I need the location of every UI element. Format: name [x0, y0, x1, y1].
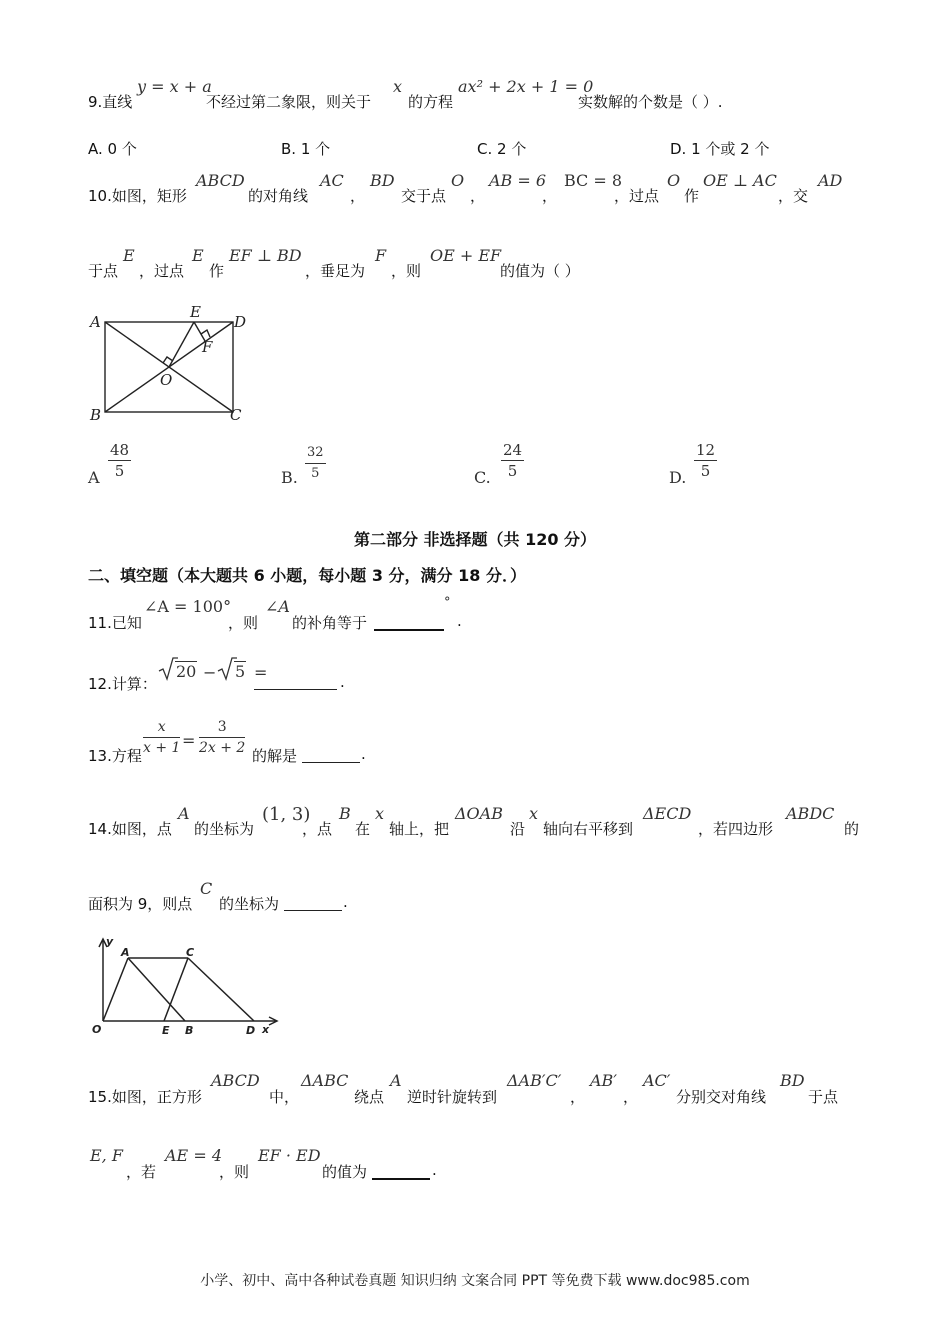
- q10-option-d-numerator: 12: [696, 441, 716, 459]
- q10-bc-value: BC = 8: [564, 171, 623, 190]
- q11-angle-equation: ∠A = 100°: [144, 597, 232, 616]
- q9-text-1: 不经过第二象限，则关于: [206, 93, 372, 111]
- q10-rectangle-figure: [88, 302, 258, 427]
- q14-answer-blank: [284, 896, 342, 911]
- q14-end: .: [343, 893, 348, 911]
- q14-text-1: 的坐标为: [194, 820, 255, 838]
- q10-line2-text-3: 作: [209, 262, 225, 280]
- q10-rect-name: ABCD: [196, 171, 245, 190]
- q10-comma-2: ，: [470, 187, 486, 205]
- q14-text-8: 的: [844, 820, 860, 838]
- q10-option-b-numerator: 32: [305, 443, 326, 464]
- q11-answer-blank: [374, 615, 444, 631]
- label-x: x: [262, 1023, 270, 1036]
- q15-number: 15.如图，正方形: [88, 1088, 202, 1106]
- q10-option-b-denominator: 5: [311, 466, 320, 481]
- q14-point-c: C: [200, 879, 213, 898]
- q13-end: .: [361, 745, 366, 763]
- q13-number: 13.方程: [88, 747, 142, 765]
- q10-option-c-denominator: 5: [507, 462, 518, 480]
- q15-ae-value: AE = 4: [165, 1146, 222, 1165]
- q9-number: 9.直线: [88, 93, 133, 111]
- q10-ab-value: AB = 6: [489, 171, 547, 190]
- q10-ac: AC: [320, 171, 344, 190]
- q13-left-fraction: [143, 717, 180, 758]
- q14-x-axis-var: x: [375, 804, 385, 823]
- q14-text-6: 轴向右平移到: [543, 820, 634, 838]
- q14-text-5: 沿: [510, 820, 526, 838]
- q9-line-equation: y = x + a: [137, 77, 212, 96]
- q11-angle-a: ∠A: [265, 597, 290, 616]
- q10-option-d-letter: D.: [669, 468, 687, 487]
- q9-variable: x: [393, 77, 403, 96]
- q11-text-1: ，则: [228, 614, 259, 632]
- q15-rotated-triangle: ΔAB′C′: [507, 1071, 562, 1090]
- q15-text-1: 中，: [269, 1088, 300, 1106]
- label-c: C: [230, 406, 242, 424]
- q10-text-4: 作: [684, 187, 700, 205]
- q14-x-axis-var-2: x: [529, 804, 539, 823]
- q15-comma-1: ，: [570, 1088, 586, 1106]
- q10-text-2: 交于点: [401, 187, 447, 205]
- q10-bd: BD: [370, 171, 395, 190]
- q10-line2-text-4: ，垂足为: [305, 262, 366, 280]
- q10-point-e-2: E: [192, 246, 204, 265]
- q15-points-ef: E, F: [90, 1146, 123, 1165]
- q14-text-3: 在: [355, 820, 371, 838]
- q15-text-2: 绕点: [354, 1088, 385, 1106]
- label-e: E: [162, 1024, 170, 1037]
- q10-option-d-fraction: [694, 440, 717, 481]
- q12-radicand-1: 20: [176, 662, 197, 681]
- q9-option-a: A. 0 个: [88, 140, 137, 158]
- q9-text-2: 的方程: [408, 93, 454, 111]
- q14-text-2: ，点: [302, 820, 333, 838]
- q14-text-4: 轴上，把: [389, 820, 450, 838]
- label-a: A: [90, 313, 101, 331]
- q12-minus: −: [203, 663, 217, 682]
- q11-number: 11.已知: [88, 614, 142, 632]
- q10-option-a-letter: A: [88, 468, 100, 487]
- q15-diagonal-bd: BD: [780, 1071, 805, 1090]
- q10-oe-plus-ef: OE + EF: [430, 246, 502, 265]
- q13-right-numerator: 3: [199, 717, 245, 738]
- q15-square-name: ABCD: [211, 1071, 260, 1090]
- q10-option-d-denominator: 5: [700, 462, 711, 480]
- q10-ad: AD: [818, 171, 843, 190]
- q13-answer-blank: [302, 748, 360, 763]
- q14-triangle-oab: ΔOAB: [455, 804, 503, 823]
- q10-oe-perp-ac: OE ⊥ AC: [703, 171, 777, 190]
- q10-point-o-2: O: [667, 171, 681, 190]
- label-e: E: [190, 303, 201, 321]
- q10-option-c-fraction: [501, 440, 524, 481]
- q12-radicand-2: 5: [235, 662, 246, 681]
- q13-equals: =: [182, 731, 196, 750]
- q10-text-1: 的对角线: [248, 187, 309, 205]
- q10-comma: ，: [350, 187, 366, 205]
- q9-option-c: C. 2 个: [477, 140, 527, 158]
- label-d: D: [234, 313, 247, 331]
- q15-end: .: [432, 1161, 437, 1179]
- q10-point-f: F: [375, 246, 387, 265]
- q15-answer-blank: [372, 1164, 430, 1180]
- q11-text-2: 的补角等于: [292, 614, 368, 632]
- q13-right-fraction: [199, 717, 245, 758]
- q10-option-a-denominator: 5: [114, 462, 125, 480]
- q10-option-b-letter: B.: [281, 468, 298, 487]
- label-c: C: [186, 946, 195, 959]
- q10-ef-perp-bd: EF ⊥ BD: [229, 246, 302, 265]
- q15-triangle-abc: ΔABC: [301, 1071, 349, 1090]
- page-footer: 小学、初中、高中各种试卷真题 知识归纳 文案合同 PPT 等免费下载 www.doc985.com: [200, 1273, 750, 1289]
- q13-text-1: 的解是: [252, 747, 298, 765]
- q15-point-a: A: [390, 1071, 402, 1090]
- q10-number: 10.如图，矩形: [88, 187, 187, 205]
- q14-quadrilateral: ABDC: [786, 804, 835, 823]
- section2-title: 二、填空题（本大题共 6 小题，每小题 3 分，满分 18 分．）: [88, 566, 526, 585]
- q9-text-3: 实数解的个数是（ ）.: [578, 93, 723, 111]
- label-a: A: [121, 946, 130, 959]
- label-f: F: [202, 338, 213, 356]
- q10-comma-3: ，: [542, 187, 558, 205]
- q14-point-a: A: [178, 804, 190, 823]
- q9-option-b: B. 1 个: [281, 140, 331, 158]
- q12-number: 12.计算：: [88, 675, 157, 693]
- q10-point-o: O: [451, 171, 465, 190]
- q15-ac-prime: AC′: [643, 1071, 671, 1090]
- q15-line2-text-3: 的值为: [322, 1163, 368, 1181]
- label-d: D: [246, 1024, 256, 1037]
- q13-left-denominator: x + 1: [143, 740, 181, 756]
- q10-text-5: ，交: [778, 187, 809, 205]
- part2-title: 第二部分 非选择题（共 120 分）: [353, 530, 597, 549]
- q10-option-c-letter: C.: [474, 468, 491, 487]
- label-b: B: [90, 406, 102, 424]
- label-y: y: [106, 935, 114, 948]
- label-o: O: [92, 1023, 102, 1036]
- q14-coordinate-figure: [88, 933, 288, 1041]
- label-b: B: [185, 1024, 194, 1037]
- q14-point-b: B: [339, 804, 351, 823]
- q14-text-7: ，若四边形: [698, 820, 774, 838]
- segment-cd: [188, 958, 254, 1021]
- q11-degree-sign: °: [444, 595, 451, 610]
- q10-option-a-numerator: 48: [110, 441, 130, 459]
- segment-oa: [103, 958, 128, 1021]
- q9-quadratic-equation: ax² + 2x + 1 = 0: [458, 77, 594, 96]
- q15-ef-times-ed: EF · ED: [258, 1146, 321, 1165]
- q14-number: 14.如图，点: [88, 820, 172, 838]
- q14-coordinate: (1, 3): [262, 804, 311, 825]
- q10-option-c-numerator: 24: [503, 441, 523, 459]
- q9-option-d: D. 1 个或 2 个: [670, 140, 770, 158]
- q10-line2-text-6: 的值为（ ）: [500, 262, 580, 280]
- q10-line2-text-1: 于点: [88, 262, 119, 280]
- q12-end: .: [340, 673, 345, 691]
- q11-end: .: [457, 612, 462, 630]
- q14-line2-text-1: 面积为 9，则点: [88, 895, 193, 913]
- q14-line2-text-2: 的坐标为: [219, 895, 280, 913]
- q15-comma-2: ，: [623, 1088, 639, 1106]
- q13-right-denominator: 2x + 2: [199, 740, 246, 756]
- q15-text-4: 分别交对角线: [676, 1088, 767, 1106]
- label-o: O: [160, 371, 173, 389]
- q15-ab-prime: AB′: [590, 1071, 617, 1090]
- q15-line2-text-2: ，则: [219, 1163, 250, 1181]
- q10-option-a-fraction: [108, 440, 131, 481]
- q12-answer-blank: [254, 675, 337, 690]
- q13-left-numerator: x: [143, 717, 180, 738]
- q14-triangle-ecd: ΔECD: [643, 804, 692, 823]
- q12-equals: =: [254, 663, 268, 682]
- q10-line2-text-2: ，过点: [139, 262, 185, 280]
- q15-line2-text-1: ，若: [126, 1163, 157, 1181]
- q15-text-3: 逆时针旋转到: [407, 1088, 498, 1106]
- q10-option-b-fraction: [305, 443, 326, 484]
- q10-point-e: E: [123, 246, 135, 265]
- q10-text-3: ，过点: [614, 187, 660, 205]
- q15-text-5: 于点: [808, 1088, 839, 1106]
- q10-line2-text-5: ，则: [391, 262, 422, 280]
